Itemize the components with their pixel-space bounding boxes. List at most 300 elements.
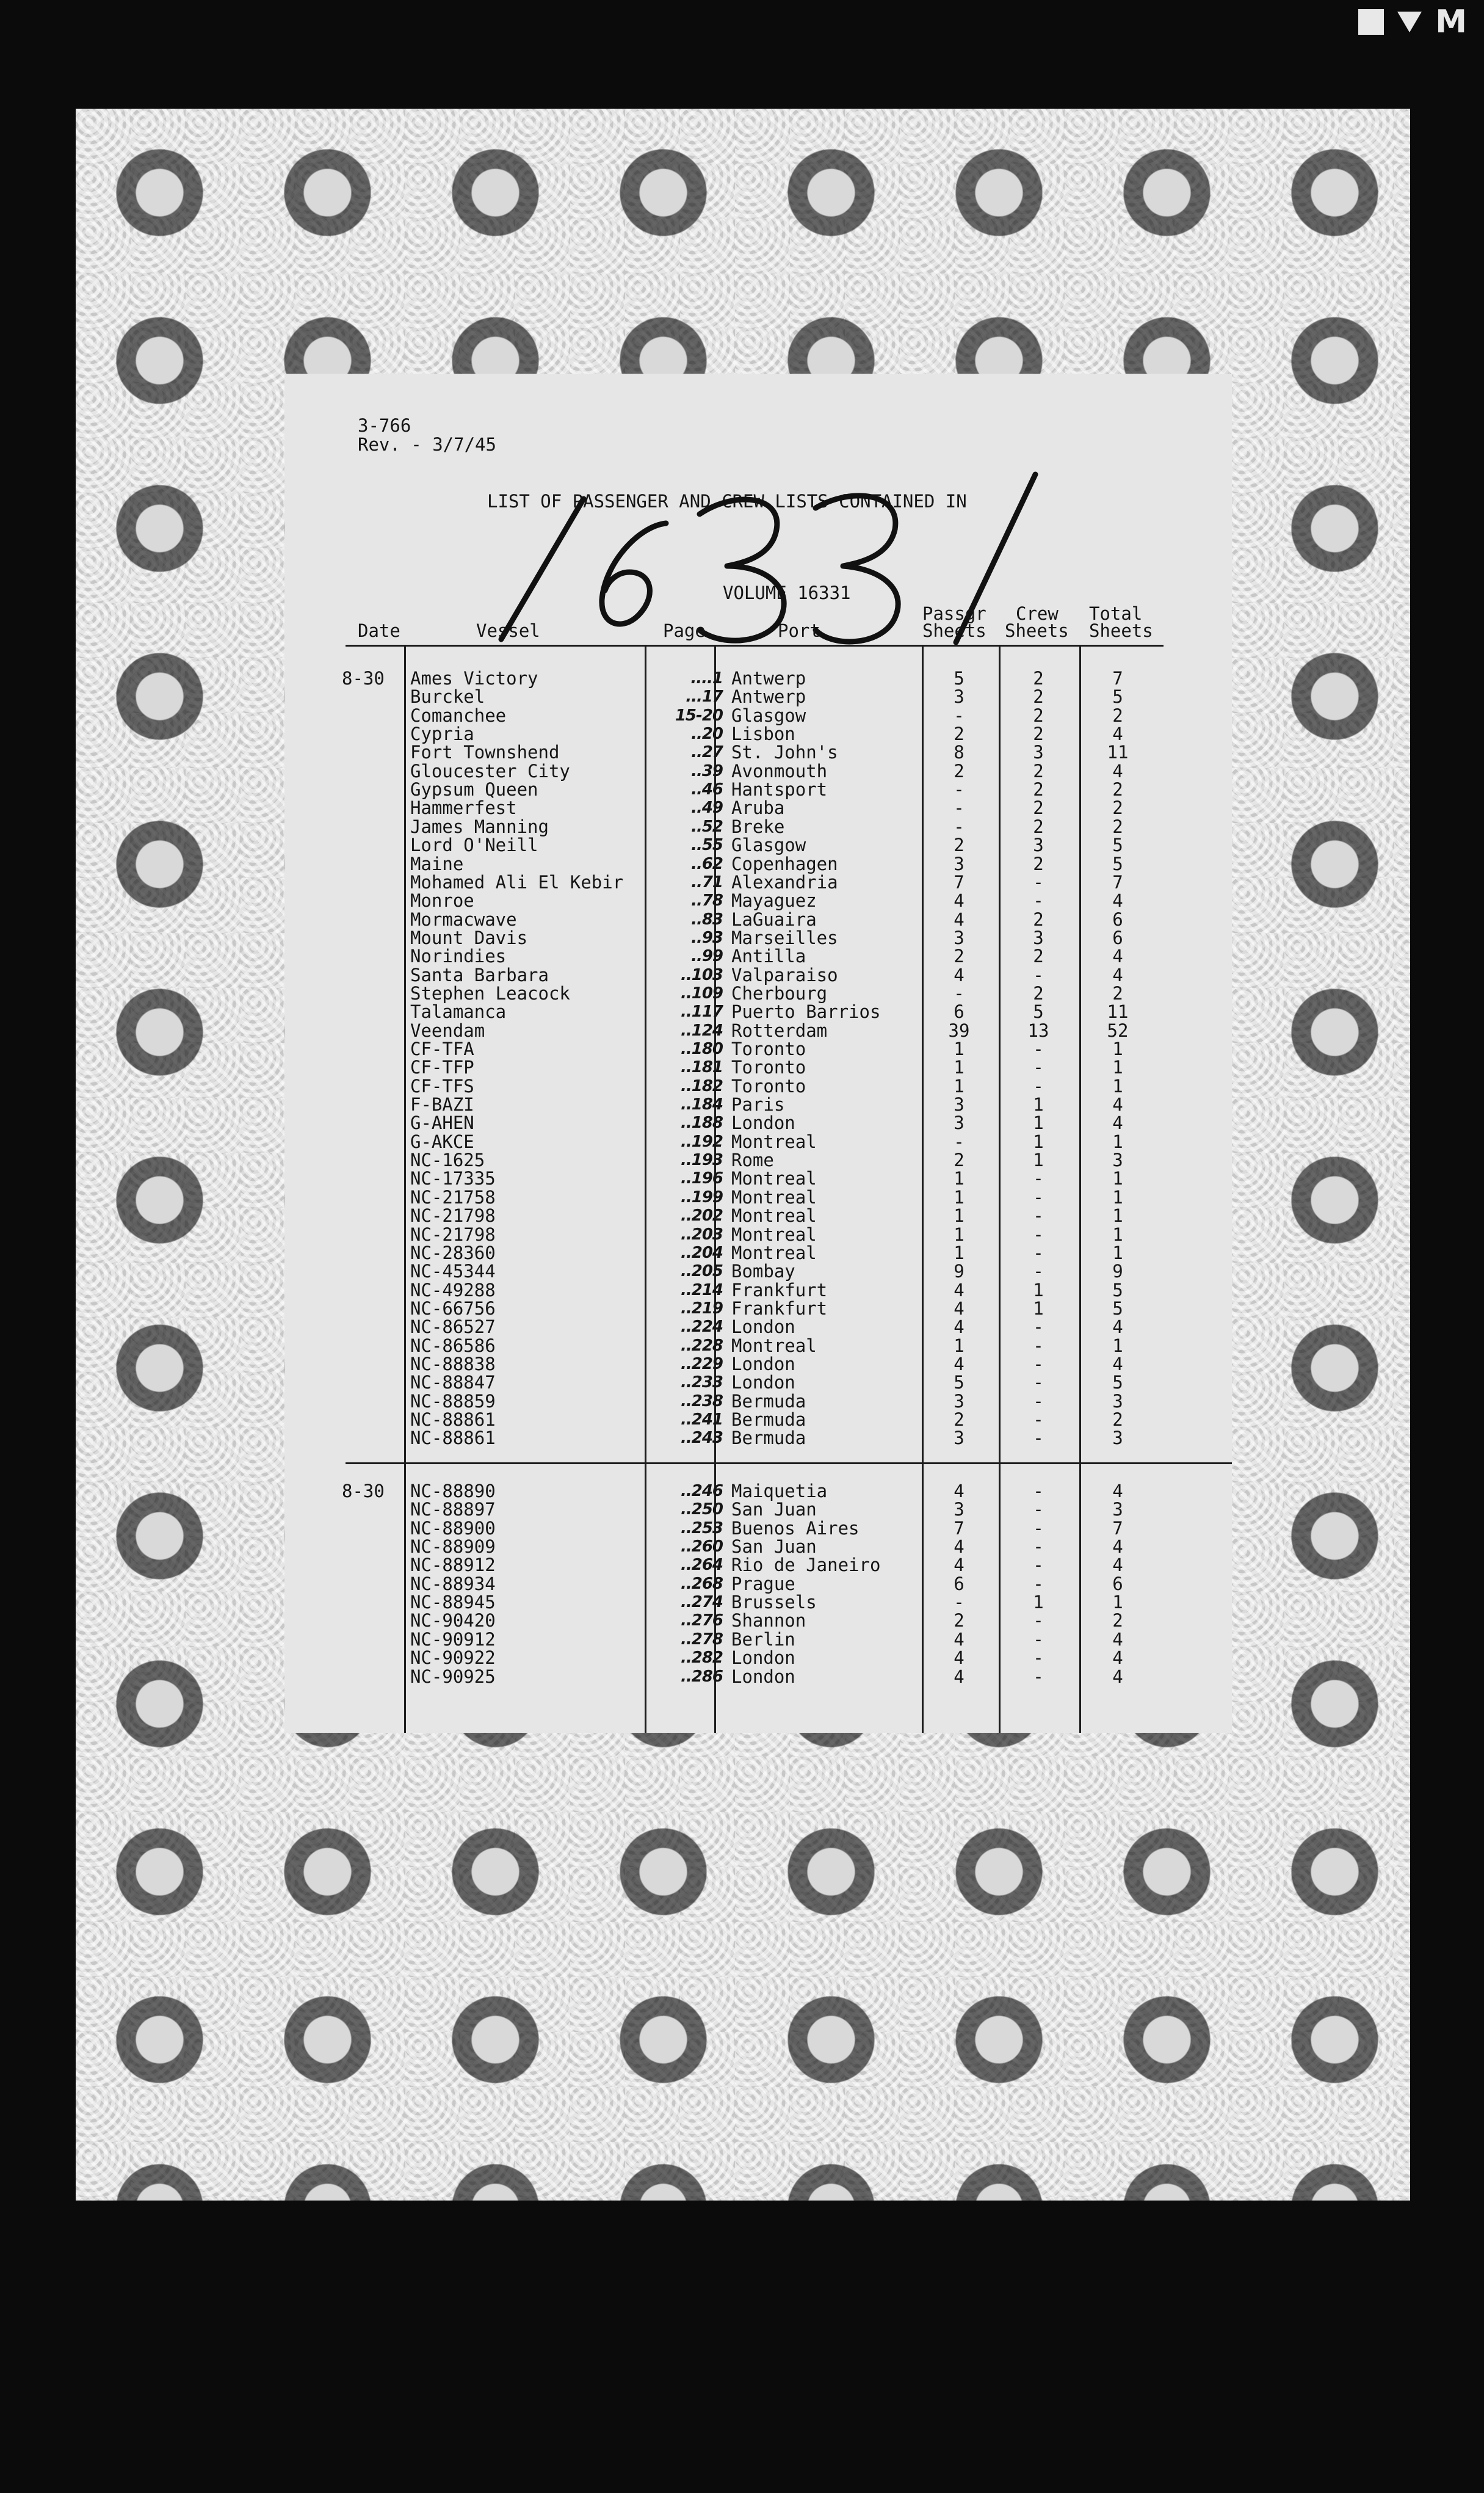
port-cell: Bermuda	[731, 1428, 806, 1449]
port-cell: Hantsport	[731, 779, 828, 800]
header-total-line2: Sheets	[1089, 620, 1153, 641]
vessel-cell: NC-28360	[410, 1242, 496, 1263]
passenger-sheets-cell: -	[954, 816, 965, 837]
vessel-cell: Santa Barbara	[410, 964, 549, 985]
table-row	[284, 1151, 1232, 1169]
page-cell: ..83	[691, 910, 723, 929]
port-cell: Aruba	[731, 797, 785, 819]
total-sheets-cell: 2	[1112, 1409, 1123, 1430]
total-sheets-cell: 5	[1112, 853, 1123, 874]
port-cell: Breke	[731, 816, 785, 837]
passenger-sheets-cell: 4	[954, 1297, 965, 1319]
page-cell: ..103	[680, 965, 723, 984]
crew-sheets-cell: 1	[1033, 1150, 1044, 1171]
port-cell: Maiquetia	[731, 1481, 828, 1501]
total-sheets-cell: 7	[1112, 871, 1123, 893]
passenger-sheets-cell: 4	[954, 1353, 965, 1374]
page-cell: ..253	[680, 1519, 723, 1537]
crew-sheets-cell: 2	[1033, 797, 1044, 819]
port-cell: Avonmouth	[731, 760, 828, 782]
total-sheets-cell: 2	[1112, 797, 1123, 819]
total-sheets-cell: 5	[1112, 1279, 1123, 1301]
table-row	[284, 1519, 1232, 1537]
total-sheets-cell: 9	[1112, 1261, 1123, 1282]
crew-sheets-cell: -	[1033, 1647, 1044, 1669]
passenger-sheets-cell: 4	[954, 1481, 965, 1501]
total-sheets-cell: 1	[1112, 1039, 1123, 1059]
passenger-sheets-cell: 4	[954, 964, 965, 985]
passenger-sheets-cell: 1	[954, 1075, 965, 1097]
crew-sheets-cell: 2	[1033, 816, 1044, 837]
vessel-cell: NC-88861	[410, 1428, 496, 1449]
total-sheets-cell: 7	[1112, 1517, 1123, 1539]
total-sheets-cell: 2	[1112, 705, 1123, 726]
page-cell: ...17	[686, 688, 723, 706]
passenger-sheets-cell: 3	[954, 1428, 965, 1449]
crew-sheets-cell: -	[1033, 1628, 1044, 1650]
passenger-sheets-cell: 5	[954, 668, 965, 689]
header-rule	[346, 645, 1164, 647]
passenger-sheets-cell: 4	[954, 909, 965, 930]
port-cell: Glasgow	[731, 705, 806, 726]
header-vessel: Vessel	[476, 620, 540, 641]
vessel-cell: Ames Victory	[410, 668, 538, 689]
vessel-cell: NC-21758	[410, 1186, 496, 1208]
total-sheets-cell: 3	[1112, 1150, 1123, 1171]
passenger-sheets-cell: 2	[954, 1150, 965, 1171]
port-cell: Toronto	[731, 1075, 806, 1097]
total-sheets-cell: 4	[1112, 1353, 1123, 1374]
total-sheets-cell: 1	[1112, 1224, 1123, 1245]
passenger-sheets-cell: 1	[954, 1057, 965, 1078]
passenger-sheets-cell: 4	[954, 1279, 965, 1301]
section1-date: 8-30	[342, 668, 385, 689]
table-row	[284, 836, 1232, 854]
volume-label: VOLUME 16331	[723, 582, 851, 603]
table-row	[284, 1281, 1232, 1299]
total-sheets-cell: 11	[1107, 1001, 1129, 1023]
table-row	[284, 818, 1232, 836]
page-cell: ..55	[691, 836, 723, 855]
table-row	[284, 1611, 1232, 1630]
total-sheets-cell: 2	[1112, 982, 1123, 1004]
film-triangle-mark	[1397, 12, 1422, 32]
port-cell: Bermuda	[731, 1390, 806, 1412]
port-cell: Bermuda	[731, 1409, 806, 1430]
vessel-cell: NC-21798	[410, 1224, 496, 1245]
crew-sheets-cell: -	[1033, 1242, 1044, 1263]
page-cell: ..199	[680, 1188, 723, 1207]
table-row	[284, 780, 1232, 799]
form-title: LIST OF PASSENGER AND CREW LISTS CONTAINED IN	[487, 491, 967, 512]
page-cell: ..268	[680, 1574, 723, 1593]
page-cell: ..181	[680, 1058, 723, 1077]
page-cell: ..274	[680, 1593, 723, 1612]
crew-sheets-cell: 2	[1033, 946, 1044, 967]
total-sheets-cell: 5	[1112, 835, 1123, 856]
crew-sheets-cell: 2	[1033, 686, 1044, 708]
total-sheets-cell: 4	[1112, 760, 1123, 782]
crew-sheets-cell: -	[1033, 1666, 1044, 1687]
vessel-cell: NC-90912	[410, 1628, 496, 1650]
passenger-sheets-cell: 1	[954, 1039, 965, 1059]
page-cell: ..109	[680, 984, 723, 1003]
passenger-sheets-cell: 2	[954, 1610, 965, 1631]
crew-sheets-cell: 2	[1033, 724, 1044, 745]
page-cell: ..282	[680, 1649, 723, 1667]
crew-sheets-cell: -	[1033, 1573, 1044, 1594]
crew-sheets-cell: -	[1033, 1057, 1044, 1078]
page-cell: ..20	[691, 725, 723, 744]
page-cell: ..46	[691, 780, 723, 799]
port-cell: London	[731, 1112, 795, 1134]
page-cell: ..99	[691, 947, 723, 966]
table-row	[284, 1482, 1232, 1500]
vessel-cell: NC-49288	[410, 1279, 496, 1301]
page-cell: ..250	[680, 1500, 723, 1519]
form-number: 3-766	[358, 415, 411, 436]
page-cell: ..52	[691, 817, 723, 836]
table-row	[284, 1593, 1232, 1611]
table-row	[284, 966, 1232, 984]
vessel-cell: Gloucester City	[410, 760, 570, 782]
port-cell: Berlin	[731, 1628, 795, 1650]
table-row	[284, 669, 1232, 688]
crew-sheets-cell: -	[1033, 1409, 1044, 1430]
vessel-cell: Burckel	[410, 686, 485, 708]
crew-sheets-cell: 2	[1033, 705, 1044, 726]
passenger-sheets-cell: 1	[954, 1205, 965, 1227]
page-cell: ..219	[680, 1299, 723, 1318]
total-sheets-cell: 1	[1112, 1168, 1123, 1189]
crew-sheets-cell: 2	[1033, 779, 1044, 800]
crew-sheets-cell: 3	[1033, 742, 1044, 763]
table-row	[284, 910, 1232, 929]
vessel-cell: NC-90420	[410, 1610, 496, 1631]
table-row	[284, 1537, 1232, 1556]
passenger-sheets-cell: 4	[954, 1647, 965, 1669]
crew-sheets-cell: 1	[1033, 1279, 1044, 1301]
header-page: Page	[663, 620, 706, 641]
table-row	[284, 1095, 1232, 1114]
table-row	[284, 1058, 1232, 1076]
total-sheets-cell: 1	[1112, 1205, 1123, 1227]
table-row	[284, 1337, 1232, 1355]
page-cell: ..124	[680, 1021, 723, 1040]
table-row	[284, 688, 1232, 706]
passenger-sheets-cell: 9	[954, 1261, 965, 1282]
table-row	[284, 1355, 1232, 1373]
crew-sheets-cell: -	[1033, 1353, 1044, 1374]
port-cell: Rio de Janeiro	[731, 1555, 881, 1576]
page-cell: ..264	[680, 1556, 723, 1575]
table-row	[284, 1022, 1232, 1040]
passenger-sheets-cell: 3	[954, 1499, 965, 1520]
crew-sheets-cell: 5	[1033, 1001, 1044, 1023]
vessel-cell: NC-88890	[410, 1481, 496, 1501]
passenger-sheets-cell: 3	[954, 853, 965, 874]
total-sheets-cell: 6	[1112, 1573, 1123, 1594]
table-row	[284, 1225, 1232, 1244]
passenger-sheets-cell: 3	[954, 1112, 965, 1134]
table-row	[284, 873, 1232, 891]
table-row	[284, 1244, 1232, 1262]
header-date: Date	[358, 620, 400, 641]
vessel-cell: Norindies	[410, 946, 507, 967]
total-sheets-cell: 4	[1112, 964, 1123, 985]
port-cell: St. John's	[731, 742, 838, 763]
page-cell: ..71	[691, 873, 723, 891]
passenger-sheets-cell: 2	[954, 724, 965, 745]
vessel-cell: NC-88859	[410, 1390, 496, 1412]
port-cell: Shannon	[731, 1610, 806, 1631]
crew-sheets-cell: -	[1033, 1610, 1044, 1631]
port-cell: Rotterdam	[731, 1020, 828, 1041]
page-cell: ..188	[680, 1114, 723, 1133]
passenger-sheets-cell: 3	[954, 1094, 965, 1116]
vessel-cell: Monroe	[410, 890, 474, 912]
total-sheets-cell: 4	[1112, 1666, 1123, 1687]
page-cell: ..204	[680, 1243, 723, 1262]
crew-sheets-cell: -	[1033, 1316, 1044, 1338]
page-cell: ..196	[680, 1169, 723, 1188]
passenger-sheets-cell: 1	[954, 1186, 965, 1208]
page-cell: ..278	[680, 1630, 723, 1649]
table-row	[284, 929, 1232, 947]
passenger-sheets-cell: -	[954, 797, 965, 819]
total-sheets-cell: 4	[1112, 1536, 1123, 1558]
passenger-sheets-cell: 3	[954, 686, 965, 708]
header-passgr-line1: Passgr	[922, 603, 986, 624]
total-sheets-cell: 5	[1112, 686, 1123, 708]
header-port: Port	[778, 620, 820, 641]
vessel-cell: Stephen Leacock	[410, 982, 570, 1004]
page-cell: ..241	[680, 1410, 723, 1429]
page-cell: ..93	[691, 928, 723, 947]
passenger-sheets-cell: 7	[954, 1517, 965, 1539]
total-sheets-cell: 2	[1112, 1610, 1123, 1631]
passenger-sheets-cell: 39	[948, 1020, 970, 1041]
total-sheets-cell: 1	[1112, 1242, 1123, 1263]
vessel-cell: NC-88909	[410, 1536, 496, 1558]
table-row	[284, 1318, 1232, 1336]
port-cell: Montreal	[731, 1131, 817, 1152]
vessel-cell: NC-90925	[410, 1666, 496, 1687]
vessel-cell: Talamanca	[410, 1001, 507, 1023]
passenger-sheets-cell: 1	[954, 1168, 965, 1189]
table-row	[284, 1630, 1232, 1649]
vessel-cell: F-BAZI	[410, 1094, 474, 1116]
port-cell: Montreal	[731, 1224, 817, 1245]
vessel-cell: NC-88934	[410, 1573, 496, 1594]
vessel-cell: CF-TFA	[410, 1039, 474, 1059]
port-cell: LaGuaira	[731, 909, 817, 930]
passenger-sheets-cell: -	[954, 779, 965, 800]
page-cell: ..228	[680, 1336, 723, 1355]
vessel-cell: NC-88897	[410, 1499, 496, 1520]
crew-sheets-cell: -	[1033, 1372, 1044, 1393]
total-sheets-cell: 7	[1112, 668, 1123, 689]
port-cell: Copenhagen	[731, 853, 838, 874]
table-row	[284, 1003, 1232, 1021]
header-total-line1: Total	[1089, 603, 1143, 624]
port-cell: Antwerp	[731, 668, 806, 689]
page-cell: ..238	[680, 1392, 723, 1410]
crew-sheets-cell: -	[1033, 1039, 1044, 1059]
passenger-sheets-cell: 1	[954, 1335, 965, 1356]
port-cell: Montreal	[731, 1335, 817, 1356]
total-sheets-cell: 1	[1112, 1131, 1123, 1152]
table-row	[284, 947, 1232, 965]
port-cell: Puerto Barrios	[731, 1001, 881, 1023]
page-cell: ..39	[691, 761, 723, 780]
port-cell: Marseilles	[731, 927, 838, 948]
crew-sheets-cell: 2	[1033, 982, 1044, 1004]
vessel-cell: Mormacwave	[410, 909, 517, 930]
port-cell: Paris	[731, 1094, 785, 1116]
passenger-sheets-cell: 8	[954, 742, 965, 763]
vessel-cell: Mohamed Ali El Kebir	[410, 871, 624, 893]
crew-sheets-cell: -	[1033, 1335, 1044, 1356]
total-sheets-cell: 1	[1112, 1186, 1123, 1208]
passenger-sheets-cell: 4	[954, 1555, 965, 1576]
port-cell: Toronto	[731, 1039, 806, 1059]
crew-sheets-cell: -	[1033, 1390, 1044, 1412]
form-revision: Rev. - 3/7/45	[358, 434, 496, 455]
document-sheet	[284, 374, 1232, 1733]
header-passgr-line2: Sheets	[922, 620, 986, 641]
passenger-sheets-cell: 6	[954, 1001, 965, 1023]
passenger-sheets-cell: 4	[954, 1628, 965, 1650]
port-cell: Montreal	[731, 1242, 817, 1263]
page-cell: ..117	[680, 1003, 723, 1022]
crew-sheets-cell: -	[1033, 964, 1044, 985]
port-cell: Antilla	[731, 946, 806, 967]
port-cell: Buenos Aires	[731, 1517, 860, 1539]
port-cell: Montreal	[731, 1168, 817, 1189]
crew-sheets-cell: -	[1033, 1186, 1044, 1208]
vessel-cell: Mount Davis	[410, 927, 528, 948]
crew-sheets-cell: -	[1033, 1536, 1044, 1558]
film-marks	[1333, 0, 1484, 44]
header-crew-line1: Crew	[1016, 603, 1059, 624]
header-crew-line2: Sheets	[1005, 620, 1069, 641]
port-cell: Frankfurt	[731, 1297, 828, 1319]
passenger-sheets-cell: 6	[954, 1573, 965, 1594]
handwritten-volume-text: 16331	[394, 456, 425, 468]
crew-sheets-cell: 2	[1033, 760, 1044, 782]
vessel-cell: Veendam	[410, 1020, 485, 1041]
vessel-cell: Gypsum Queen	[410, 779, 538, 800]
page-cell: ..203	[680, 1225, 723, 1244]
port-cell: London	[731, 1353, 795, 1374]
vessel-cell: NC-66756	[410, 1297, 496, 1319]
table-row	[284, 1392, 1232, 1410]
vessel-cell: NC-86527	[410, 1316, 496, 1338]
port-cell: Frankfurt	[731, 1279, 828, 1301]
page-cell: ..62	[691, 854, 723, 873]
total-sheets-cell: 1	[1112, 1075, 1123, 1097]
page-cell: ..182	[680, 1076, 723, 1095]
page-cell: ..224	[680, 1318, 723, 1337]
vessel-cell: Cypria	[410, 724, 474, 745]
table-row	[284, 984, 1232, 1003]
page-cell: ..78	[691, 891, 723, 910]
vessel-cell: NC-88838	[410, 1353, 496, 1374]
table-row	[284, 1169, 1232, 1188]
page-cell: ..193	[680, 1151, 723, 1170]
port-cell: London	[731, 1666, 795, 1687]
page-cell: ..229	[680, 1354, 723, 1373]
table-row	[284, 1667, 1232, 1686]
vessel-cell: Fort Townshend	[410, 742, 560, 763]
crew-sheets-cell: -	[1033, 1075, 1044, 1097]
page-cell: ..233	[680, 1373, 723, 1392]
page-cell: ..180	[680, 1040, 723, 1058]
port-cell: London	[731, 1316, 795, 1338]
crew-sheets-cell: 3	[1033, 927, 1044, 948]
port-cell: Lisbon	[731, 724, 795, 745]
page-cell: ..27	[691, 743, 723, 762]
port-cell: Montreal	[731, 1186, 817, 1208]
page-cell: ..192	[680, 1132, 723, 1151]
port-cell: San Juan	[731, 1536, 817, 1558]
film-square-mark	[1358, 9, 1384, 35]
vessel-cell: Maine	[410, 853, 464, 874]
section2-date: 8-30	[342, 1481, 385, 1501]
crew-sheets-cell: 2	[1033, 909, 1044, 930]
total-sheets-cell: 3	[1112, 1499, 1123, 1520]
crew-sheets-cell: 1	[1033, 1094, 1044, 1116]
total-sheets-cell: 2	[1112, 816, 1123, 837]
page-cell: ..260	[680, 1537, 723, 1556]
passenger-sheets-cell: 2	[954, 760, 965, 782]
crew-sheets-cell: 3	[1033, 835, 1044, 856]
passenger-sheets-cell: 3	[954, 1390, 965, 1412]
crew-sheets-cell: -	[1033, 871, 1044, 893]
crew-sheets-cell: 2	[1033, 668, 1044, 689]
passenger-sheets-cell: 1	[954, 1242, 965, 1263]
crew-sheets-cell: -	[1033, 1555, 1044, 1576]
total-sheets-cell: 4	[1112, 1094, 1123, 1116]
vessel-cell: NC-45344	[410, 1261, 496, 1282]
passenger-sheets-cell: 5	[954, 1372, 965, 1393]
vessel-cell: CF-TFS	[410, 1075, 474, 1097]
crew-sheets-cell: -	[1033, 1499, 1044, 1520]
passenger-sheets-cell: 4	[954, 1316, 965, 1338]
port-cell: Rome	[731, 1150, 774, 1171]
vessel-cell: G-AHEN	[410, 1112, 474, 1134]
total-sheets-cell: 6	[1112, 909, 1123, 930]
table-row	[284, 1299, 1232, 1318]
vessel-cell: Hammerfest	[410, 797, 517, 819]
vessel-cell: G-AKCE	[410, 1131, 474, 1152]
passenger-sheets-cell: 3	[954, 927, 965, 948]
table-row	[284, 855, 1232, 873]
page-cell: ..276	[680, 1611, 723, 1630]
passenger-sheets-cell: 7	[954, 871, 965, 893]
passenger-sheets-cell: 4	[954, 890, 965, 912]
table-row	[284, 1500, 1232, 1519]
vessel-cell: James Manning	[410, 816, 549, 837]
vessel-cell: Comanchee	[410, 705, 507, 726]
vessel-cell: NC-88900	[410, 1517, 496, 1539]
table-row	[284, 1188, 1232, 1207]
section-divider-rule	[346, 1462, 1232, 1464]
crew-sheets-cell: -	[1033, 1261, 1044, 1282]
page-cell: ..49	[691, 799, 723, 818]
page-cell: ..205	[680, 1262, 723, 1281]
